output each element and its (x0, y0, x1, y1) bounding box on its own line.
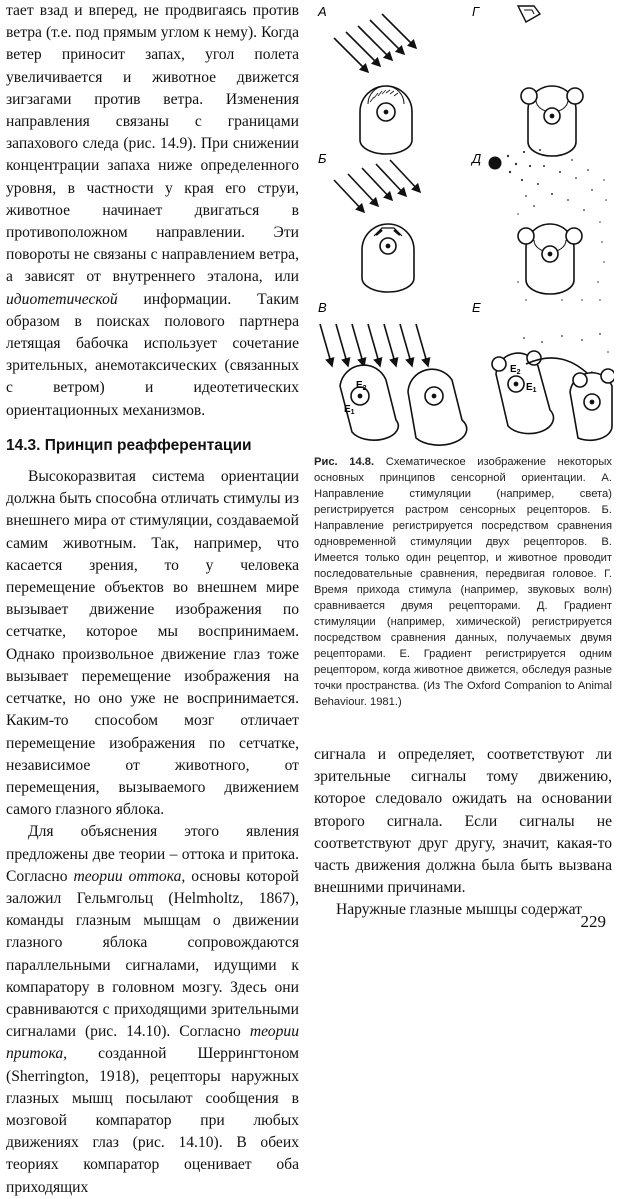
panel-label-b: Б (318, 151, 327, 166)
paragraph-eye-muscles: Наружные глазные мышцы содержат (336, 901, 582, 919)
panel-b-animal (362, 224, 414, 292)
paragraph-comparator: сигнала и определяет, соответствуют ли зрительные сигналы тому движению, которое следовало ожидать на основании второго сигнала. Если сигналы не соответствуют друг другу, значит, какая-то часть движения должна была быть вызвана внешними причинами. (314, 746, 612, 897)
receptor-label-e1-v: $E_1$ (344, 404, 355, 416)
panel-label-d: Д (472, 151, 482, 166)
italic-term-inflow: теории притока, (6, 1023, 299, 1063)
receptor-label-e1-e: $E_1$ (526, 382, 537, 394)
panel-label-v: В (318, 300, 327, 315)
panel-v-animal-left (340, 365, 398, 440)
left-column (6, 0, 299, 1199)
paragraph-intro (6, 0, 299, 422)
caption-text: Схематическое изображение некоторых основных принципов сенсорной ориентации. А. Направление стимуляции (например, света) регистрируется растром сенсорных рецепторов. Б. Направление регистрируется посредством сравнения одновременной стимуляции двух рецепторов. В. Имеется только один рецептор, и животное проводит последовательные сравнения, передвигая головое. Г. Время прихода стимула (например, звуковых волн) сравнивается двумя рецепторами. Д. Градиент стимуляции (например, химической) регистрируется посредством сравнения данных, получаемых двумя рецепторами. Е. Градиент регистрируется одним рецептором, когда животное движется, обследуя разные точки пространства. (Из The Oxford Companion to Animal Behaviour. 1981.) (314, 456, 613, 708)
panel-d-animal (518, 224, 582, 294)
section-heading: 14.3. Принцип реафферентации (6, 436, 252, 454)
paragraph-theories (6, 821, 299, 1198)
panel-a-light-arrows (334, 14, 416, 72)
theories-text-a: Для объяснения этого явления предложены две теории – оттока и притока. Согласно (6, 823, 299, 885)
italic-term-idiothetic: идиотетической (6, 290, 118, 308)
theories-text-c: созданной Шеррингтоном (Sherrington, 1918), рецепторы наружных глазных мышц посылают сообщения в мозговой компаратор при любых движениях глаз (рис. 14.10). В обеих теориях компаратор оценивает оба приходящих (6, 1045, 299, 1196)
page-number: 229 (580, 912, 606, 931)
figure-drawing (312, 0, 614, 450)
panel-label-g: Г (472, 4, 480, 19)
right-column (314, 744, 612, 922)
italic-term-outflow: теории оттока, (73, 867, 186, 885)
panel-e-animal-left (492, 351, 553, 434)
receptor-label-e2-e: $E_2$ (510, 364, 521, 376)
paragraph-intro-text: тает взад и вперед, не продвигаясь против ветра (т.е. под прямым углом к нему). Когда ветер приносит запах, угол полета увеличивается и животное движется зигзагами против ветра. Изменения направления связаны с границами запахового следа (рис. 14.9). При снижении концентрации запаха ниже определенного уровня, в частности у края его струи, животное начинает двигаться в противоположном направлении. Эти повороты не связаны с направлением ветра, а зависят от внутреннего эталона, или (6, 2, 299, 286)
panel-g-sound-source-icon (518, 6, 540, 22)
panel-a-animal (360, 86, 412, 154)
receptor-label-e2-v: $E_2$ (356, 380, 367, 392)
panel-d-chemical-source-icon (489, 157, 502, 170)
paragraph-reafference: Высокоразвитая система ориентации должна быть способна отличать стимулы из внешнего мира от стимуляции, создаваемой самим животным. Так, например, что касается зрения, то у человека перемещение объектов во внешнем мире вызывает движение изображения по сетчатке, которое мы воспринимаем. Однако произвольное движение глаз тоже вызывает перемещение изображения на сетчатке, но оно уже не воспринимается. Каким-то способом мозг отличает перемещение изображения по сетчатке, независимое от животного, от перемещения, вызываемого движением самого глазного яблока. (6, 468, 299, 819)
panel-label-e: Е (472, 300, 481, 315)
figure-caption (314, 454, 612, 710)
paragraph-intro-tail: информации. Таким образом в поисках полового партнера летящая бабочка использует сочетание зрительных, анемотаксических (связанных с ветром) и идеотетических ориентационных механизмов. (6, 290, 299, 419)
figure-14-8 (312, 0, 614, 450)
panel-v-light-arrows (320, 324, 428, 366)
panel-label-a: А (318, 4, 327, 19)
caption-label: Рис. 14.8. (314, 456, 375, 468)
panel-g-animal (521, 86, 583, 156)
panel-e-gradient-dots (523, 333, 609, 353)
theories-text-b: основы которой заложил Гельмгольц (Helmholtz, 1867), команды глазным мышцам о движении глазного яблока сопровождаются параллельными сигналами, идущими к компаратору в головном мозгу. Здесь они сравниваются с приходящими зрительными сигналами (рис. 14.10). Согласно (6, 867, 299, 1041)
panel-e-animal-right (570, 369, 614, 440)
panel-b-light-arrows (334, 160, 420, 212)
panel-v-animal-right (408, 369, 467, 445)
